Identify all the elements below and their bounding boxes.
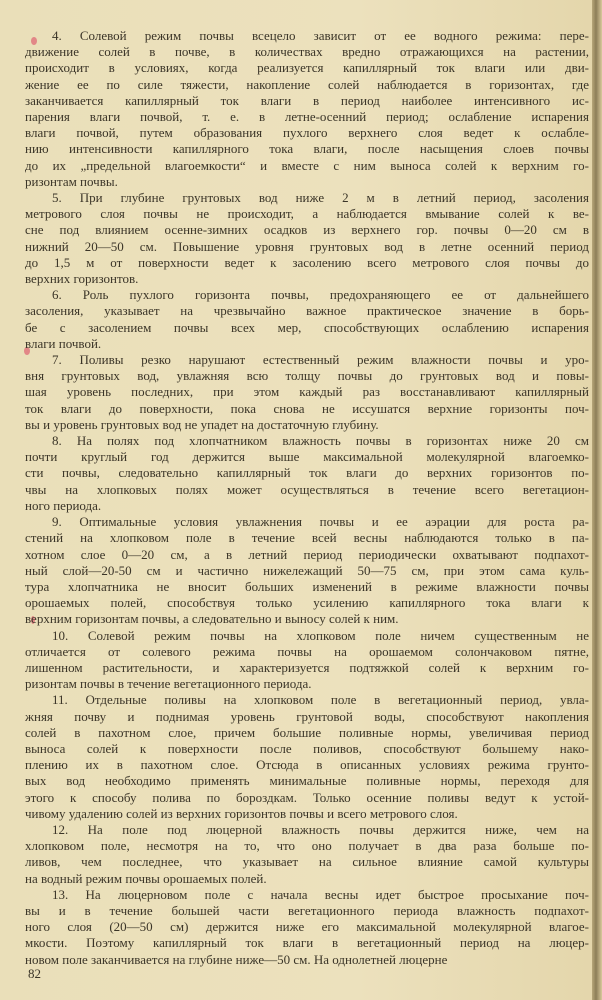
text-line: 12. На поле под люцерной влажность почвы держится ниже, чем на xyxy=(52,821,589,837)
paragraph xyxy=(25,514,589,627)
text-line: ток влаги до поверхности, пока снова не иссушатся верхние горизонты поч- xyxy=(25,400,589,416)
text-line: происходит в условиях, когда реализуется капиллярный ток влаги или дви- xyxy=(25,60,589,76)
text-line: вня грунтовых вод, увлажняя всю толщу почвы до грунтовых вод и повы- xyxy=(25,368,589,384)
text-line: жняя почву и поднимая уровень грунтовой воды, способствуют накопления xyxy=(25,708,589,724)
text-line: хлопковом поле, несмотря на то, что оно получает в два раза больше по- xyxy=(25,838,589,854)
text-line: сне под влиянием осенне-зимних осадков из верхнего гор. почвы 0—20 см в xyxy=(25,222,589,238)
paragraph xyxy=(25,433,589,514)
text-line: плению их в пахотном слое. Отсюда в описанных условиях режима грунто- xyxy=(25,757,589,773)
text-line: жение ее по силе тяжести, накопление солей наблюдается в горизонтах, где xyxy=(25,76,589,92)
paragraph xyxy=(25,692,589,822)
text-line: ливов, чем последнее, что указывает на сильное влияние самой культуры xyxy=(25,854,589,870)
text-line: верхним горизонтам почвы, а следовательно и выносу солей к ним. xyxy=(25,611,399,627)
text-line: ного периода. xyxy=(25,497,102,513)
text-line: 13. На люцерновом поле с начала весны идет быстрое просыхание поч- xyxy=(52,886,589,902)
text-line: шая уровень последних, при этом каждый раз восстанавливают капиллярный xyxy=(25,384,589,400)
text-line: до 1,5 м от поверхности ведет к засолению всего метрового слоя почвы до xyxy=(25,254,589,270)
text-line: 7. Поливы резко нарушают естественный режим влажности почвы и уро- xyxy=(52,352,589,368)
text-line: этого к способу полива по бороздкам. Только осенние поливы ведут к устой- xyxy=(25,789,589,805)
book-gutter xyxy=(592,0,602,1000)
text-line: ного слоя (20—50 см) держится ниже его максимальной молекулярной влагое- xyxy=(25,919,589,935)
text-line: 10. Солевой режим почвы на хлопковом поле ничем существенным не xyxy=(52,627,589,643)
text-line: солей в пахотном слое, причем большие поливные нормы, увеличивая период xyxy=(25,724,589,740)
text-line: движение солей в почве, в количествах вредно отражающихся на растении, xyxy=(25,44,589,60)
text-line: влаги почвой. xyxy=(25,335,102,351)
text-line: орошаемых полей, способствуя только усилению капиллярного тока влаги к xyxy=(25,595,589,611)
text-line: нию интенсивности капиллярного тока влаги, после насыщения слоев почвы xyxy=(25,141,589,157)
paragraph xyxy=(25,822,589,887)
body-text xyxy=(25,28,589,968)
text-line: 11. Отдельные поливы на хлопковом поле в вегетационный период, увла- xyxy=(52,692,589,708)
text-line: выноса солей к поверхности после поливов, способствуют большему нако- xyxy=(25,740,589,756)
text-line: вы и уровень грунтовых вод не упадет на достаточную глубину. xyxy=(25,416,379,432)
paragraph xyxy=(25,887,589,968)
text-line: засоления, указывает на чрезвычайно важное практическое значение в борь- xyxy=(25,303,589,319)
text-line: почти круглый год держится выше максимальной молекулярной влагоемко- xyxy=(25,449,589,465)
text-line: до их „предельной влагоемкости“ и вместе с ним выноса солей к верхним го- xyxy=(25,157,589,173)
text-line: чвы на хлопковых полях может осуществляться в течение всего вегетацион- xyxy=(25,481,589,497)
text-line: новом поле заканчивается на глубине ниже—50 см. На однолетней люцерне xyxy=(25,951,448,967)
text-line: мкости. Поэтому капиллярный ток влаги в вегетационный период на люцер- xyxy=(25,935,589,951)
text-line: стений на хлопковом поле в течение всей весны наблюдаются только в па- xyxy=(25,530,589,546)
text-line: на водный режим почвы орошаемых полей. xyxy=(25,870,267,886)
paragraph xyxy=(25,190,589,287)
page-number: 82 xyxy=(28,966,41,981)
text-line: влаги почвой, путем образования пухлого верхнего слоя ведет к ослабле- xyxy=(25,125,589,141)
text-line: 5. При глубине грунтовых вод ниже 2 м в летний период, засоления xyxy=(52,190,589,206)
text-line: отличается от солевого режима почвы на орошаемом солончаковом пятне, xyxy=(25,643,589,659)
text-line: заканчивается капиллярный ток влаги в период наиболее интенсивного ис- xyxy=(25,92,589,108)
paragraph xyxy=(25,352,589,433)
text-line: нижний 20—50 см. Повышение уровня грунтовых вод в летне осенний период xyxy=(25,238,589,254)
text-line: ризонтам почвы в течение вегетационного периода. xyxy=(25,676,312,692)
text-line: метрового слоя почвы не происходит, а наблюдается вмывание солей к ве- xyxy=(25,206,589,222)
text-line: 9. Оптимальные условия увлажнения почвы и ее аэрации для роста ра- xyxy=(52,514,589,530)
text-line: сти почвы, следовательно капиллярный ток влаги до верхних горизонтов по- xyxy=(25,465,589,481)
text-line: тура хлопчатника не вносит больших изменений в режиме влажности почвы xyxy=(25,578,589,594)
text-line: верхних горизонтов. xyxy=(25,271,139,287)
text-line: чивому удалению солей из верхних горизонтов почвы и всего метрового слоя. xyxy=(25,805,458,821)
text-line: парения влаги почвой, т. е. в летне-осенний период; ослабление испарения xyxy=(25,109,589,125)
text-line: ризонтам почвы. xyxy=(25,173,118,189)
text-line: 8. На полях под хлопчатником влажность почвы в горизонтах ниже 20 см xyxy=(52,433,589,449)
text-line: бе с засолением почвы всех мер, способствующих ослаблению испарения xyxy=(25,319,589,335)
text-line: хотном слое 0—20 см, а в летний период периодически охватывают подпахот- xyxy=(25,546,589,562)
paragraph xyxy=(25,287,589,352)
text-line: ный слой—20-50 см и частично нижележащий 50—75 см, при этом сама куль- xyxy=(25,562,589,578)
text-line: 6. Роль пухлого горизонта почвы, предохраняющего ее от дальнейшего xyxy=(52,287,589,303)
paragraph xyxy=(25,28,589,190)
text-line: вых вод необходимо применять минимальные поливные нормы, переходя для xyxy=(25,773,589,789)
text-line: 4. Солевой режим почвы всецело зависит от ее водного режима: пере- xyxy=(52,28,589,43)
text-line: вы и в течение большей части вегетационного периода влажность подпахот- xyxy=(25,902,589,918)
paragraph xyxy=(25,628,589,693)
text-line: лишенном растительности, и характеризуется подтяжкой солей к верхним го- xyxy=(25,659,589,675)
